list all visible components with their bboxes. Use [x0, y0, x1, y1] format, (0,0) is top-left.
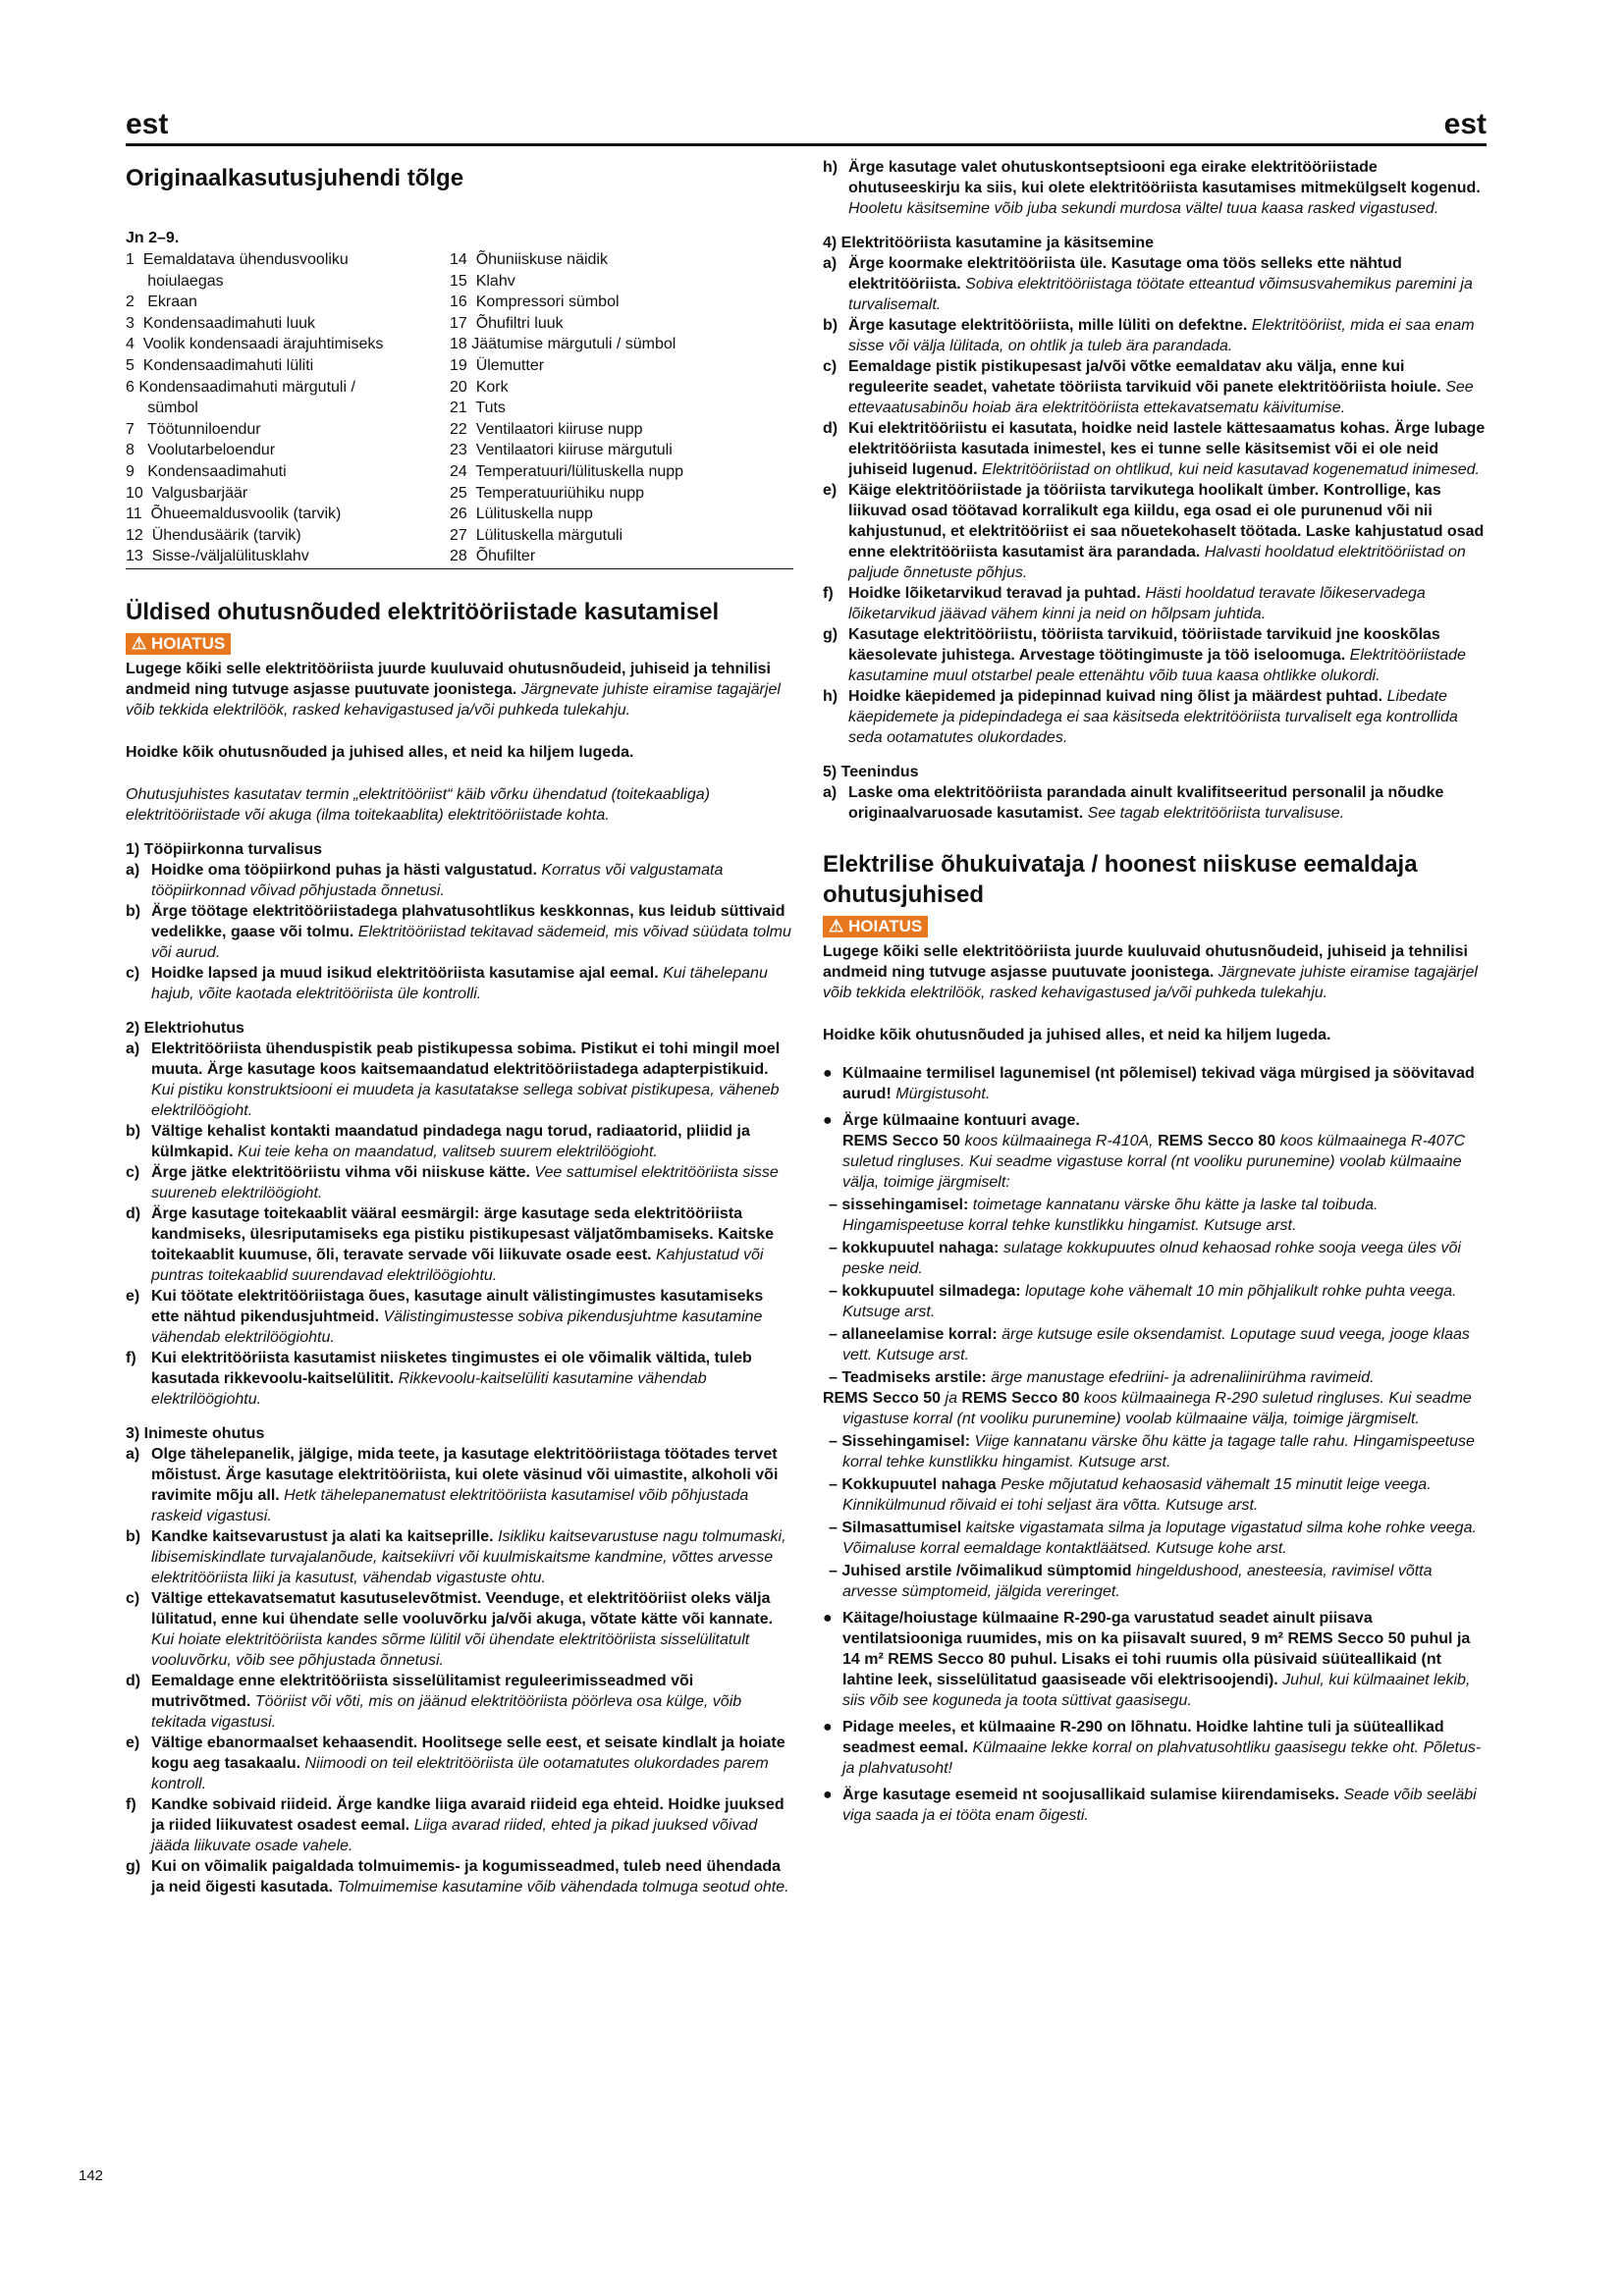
left-column: [126, 157, 793, 1897]
legend-row: 12 Ühendusäärik (tarvik): [126, 526, 301, 544]
bullet-item: ● Käitage/hoiustage külmaaine R-290-ga varustatud seadet ainult piisava ventilatsiooniga ruumides, mis on ka piisavalt suured, 9 m² REMS Secco 50 puhul ja 14 m² REMS Secco 80 puhul. Lisaks ei tohi ruumis olla püsivaid süüteallikaid (nt lahtine leek, sisselülitatud gaasiseade või elektrisoojendi). Juhul, kui külmaainet lekib, siis võib see koguneda ja toota süttivat gaasisegu.: [823, 1610, 1471, 1709]
legend-row: 23 Ventilaatori kiiruse märgutuli: [450, 442, 673, 459]
keep-instructions: Hoidke kõik ohutusnõuded ja juhised alles, et neid ka hiljem lugeda.: [126, 743, 634, 761]
legend-row: hoiulaegas: [126, 272, 224, 290]
legend-row: 4 Voolik kondensaadi ärajuhtimiseks: [126, 336, 384, 353]
list-item: b) Ärge kasutage elektritööriista, mille lüliti on defektne. Elektritööriist, mida ei saa enam sisse või välja lülitada, on ohtlik ja tuleb ära parandada.: [823, 317, 1475, 354]
dash-item: – Sissehingamisel: Viige kannatanu värske õhu kätte ja tagage talle rahu. Hingamispeetuse korral tehke kunstlikku hingamist. Kutsuge arst.: [829, 1433, 1475, 1470]
dash-item: – Kokkupuutel nahaga Peske mõjutatud kehaosasid vähemalt 15 minutit leige veega. Kinnikülmunud rõivaid ei tohi seljast ära võtta. Kutsuge arst.: [829, 1476, 1432, 1514]
legend-column-1: [126, 249, 450, 567]
dash-item: – sissehingamisel: toimetage kannatanu värske õhu kätte ja laske tal toibuda. Hingamispeetuse korral tehke kunstlikku hingamist. Kutsuge arst.: [829, 1197, 1379, 1234]
legend-row: 15 Klahv: [450, 272, 515, 290]
list-item: f) Kui elektritööriista kasutamist niisketes tingimustes ei ole võimalik vältida, tuleb kasutada rikkevoolu-kaitselülitit. Rikkevoolu-kaitselüliti kasutamine vähendab elektrilöögiohtu.: [126, 1349, 752, 1408]
list-item: a) Olge tähelepanelik, jälgige, mida teete, ja kasutage elektritööriistaga töötades tervet mõistust. Ärge kasutage elektritööriista, kui olete väsinud või uimastite, alkoholi või ravimite mõju all. Hetk tähelepanematust elektritööriista kasutamisel võib põhjustada raskeid vigastusi.: [126, 1445, 779, 1524]
section-title-dehumidifier-safety: Elektrilise õhukuivataja / hoonest niiskuse eemaldaja ohutusjuhised: [823, 851, 1418, 908]
list-item: c) Hoidke lapsed ja muud isikud elektritööriista kasutamise ajal eemal. Kui tähelepanu hajub, võite kaotada elektritööriista üle kontrolli.: [126, 964, 768, 1002]
warning-badge: ⚠ HOIATUS: [126, 633, 231, 655]
dash-item: – kokkupuutel silmadega: loputage kohe vähemalt 10 min põhjalikult rohke puhta veega. Kutsuge arst.: [829, 1283, 1457, 1320]
bullet-item: ● Pidage meeles, et külmaaine R-290 on lõhnatu. Hoidke lahtine tuli ja süüteallikad seadmest eemal. Külmaaine lekke korral on plahvatusohtliku gaasisegu tekke oht. Põletus- ja plahvatusoht!: [823, 1719, 1482, 1777]
legend-row: 6 Kondensaadimahuti märgutuli /: [126, 378, 355, 396]
legend-row: 18 Jäätumise märgutuli / sümbol: [450, 336, 677, 353]
legend-row: 28 Õhufilter: [450, 548, 536, 565]
list-item: d) Eemaldage enne elektritööriista sisselülitamist reguleerimisseadmed või mutrivõtmed. Tööriist või võti, mis on jäänud elektritööriista pöörleva osa külge, võib tekitada vigastusi.: [126, 1672, 742, 1731]
header-rule: [126, 143, 1487, 146]
legend-row: 17 Õhufiltri luuk: [450, 314, 564, 332]
list-item: g) Kui on võimalik paigaldada tolmuimemis- ja kogumisseadmed, tuleb need ühendada ja neid õigesti kasutada. Tolmuimemise kasutamine võib vähendada tolmuga seotud ohte.: [126, 1857, 789, 1896]
list-item: c) Eemaldage pistik pistikupesast ja/või võtke eemaldatav aku välja, enne kui reguleerite seadet, vahetate tööriista tarvikuid või panete elektritööriista hoiule. See ettevaatusabinõu hoiab ära elektritööriista ettekavatsematu käivitumise.: [823, 358, 1474, 416]
bullet-item: ● Ärge kasutage esemeid nt soojusallikaid sulamise kiirendamiseks. Seade võib seeläbi viga saada ja ei tööta enam õigesti.: [823, 1787, 1477, 1824]
section-title-general-safety: Üldised ohutusnõuded elektritööriistade kasutamisel: [126, 598, 720, 625]
bullet-item: ● Ärge külmaaine kontuuri avage. REMS Secco 50 koos külmaainega R-410A, REMS Secco 80 koos külmaainega R-407C suletud ringluses. Kui seadme vigastuse korral (nt vooliku purunemine) voolab külmaaine välja, toimige järgmiselt:: [823, 1112, 1466, 1191]
subsection-work-area: 1) Tööpiirkonna turvalisus: [126, 840, 323, 858]
legend-row: 7 Töötunniloendur: [126, 420, 261, 438]
warning-consequence: Järgnevate juhiste eiramise tagajärjel võib tekkida elektrilöök, rasked kehavigastused ja/või puhkeda tulekahju.: [126, 680, 781, 719]
legend-row: 5 Kondensaadimahuti lüliti: [126, 356, 314, 374]
legend-row: 27 Lülituskella märgutuli: [450, 526, 623, 544]
list-item: h) Ärge kasutage valet ohutuskontseptsiooni ega eirake elektritööriistade ohutuseeskirju ka siis, kui olete elektritööriista kasutamises mitmekülgselt kogenud. Hooletu käsitsemine võib juba sekundi murdosa vältel tuua kaasa rasked vigastused.: [823, 159, 1481, 217]
legend-row: 10 Valgusbarjäär: [126, 484, 248, 502]
subsection-tool-use: 4) Elektritööriista kasutamine ja käsitsemine: [823, 235, 1155, 251]
list-item: a) Hoidke oma tööpiirkond puhas ja hästi valgustatud. Korratus või valgustamata tööpiirkonnad võivad põhjustada õnnetusi.: [126, 861, 724, 899]
page-title: Originaalkasutusjuhendi tõlge: [126, 165, 464, 191]
list-item: e) Käige elektritööriistade ja tööriista tarvikutega hoolikalt ümber. Kontrollige, kas liikuvad osad töötavad korralikult ega kiildu, ega osad ei ole purunenud või nii kahjustunud, et elektritööriist ei saa nõuetekohaselt töötada. Laske kahjustatud osad enne elektritööriista kasutamist ära parandada. Halvasti hooldatud elektritööriistad on paljude õnnetuste põhjus.: [823, 482, 1485, 581]
list-item: g) Kasutage elektritööriistu, tööriista tarvikuid, tööriistade tarvikuid jne kooskõlas käesolevate juhistega. Arvestage töötingimuste ja töö iseloomuga. Elektritööriistade kasutamine muul otstarbel peale ettenähtu võib tuua kaasa ohtlikke olukordi.: [823, 626, 1466, 684]
list-item: d) Kui elektritööriistu ei kasutata, hoidke neid lastele kättesaamatus kohas. Ärge lubage elektritööriista kasutada inimestel, kes ei tunne selle käsitsemist või ei ole neid juhiseid lugenud. Elektritööriistad on ohtlikud, kui neid kasutavad kogenematud inimesed.: [823, 420, 1486, 478]
header-language-right: est: [1443, 108, 1487, 140]
page-number: 142: [79, 2167, 104, 2184]
list-item: b) Ärge töötage elektritööriistadega plahvatusohtlikus keskkonnas, kus leidub süttivaid vedelikke, gaase või tolmu. Elektritööriistad tekitavad sädemeid, mis võivad süüdata tolmu või aurud.: [126, 902, 791, 961]
list-item: a) Laske oma elektritööriista parandada ainult kvalifitseeritud personalil ja nõudke originaalvaruosade kasutamist. See tagab elektritööriista turvalisuse.: [823, 784, 1444, 822]
legend-row: 9 Kondensaadimahuti: [126, 462, 287, 480]
legend-row: 20 Kork: [450, 378, 509, 396]
list-item: c) Vältige ettekavatsematut kasutuselevõtmist. Veenduge, et elektritööriist oleks välja lülitatud, enne kui ühendate selle vooluvõrku ja/või akuga, võtate kätte või kannate. Kui hoiate elektritööriista kandes sõrme lülitil või ühendate elektritööriista sisselülitatult vooluvõrku, võib see põhjustada õnnetusi.: [126, 1589, 774, 1669]
parts-legend: [126, 249, 793, 569]
warning-badge: ⚠ HOIATUS: [823, 916, 928, 937]
dash-item: – allaneelamise korral: ärge kutsuge esile oksendamist. Loputage suud veega, jooge klaas vett. Kutsuge arst.: [829, 1326, 1470, 1363]
warning-text: Lugege kõiki selle elektritööriista juurde kuuluvaid ohutusnõudeid, juhiseid ja tehnilisi andmeid ning tutvuge asjasse puutuvate joonistega.: [126, 660, 771, 698]
warning-consequence: Järgnevate juhiste eiramise tagajärjel võib tekkida elektrilöök, rasked kehavigastused ja/või puhkeda tulekahju.: [823, 964, 1478, 1001]
term-definition: Ohutusjuhistes kasutatav termin „elektritööriist“ käib võrku ühendatud (toitekaabliga) elektritööriistade või akuga (ilma toitekaablita) elektritööriistade kohta.: [126, 785, 710, 824]
list-item: d) Ärge kasutage toitekaablit vääral eesmärgil: ärge kasutage seda elektritööriista kandmiseks, ülesriputamiseks ega pistiku pistikupesast väljatõmbamiseks. Kaitske toitekaablit kuumuse, õli, teravate servade või liikuvate osade eest. Kahjustatud või puntras toitekaablid suurendavad elektrilöögiohtu.: [126, 1204, 775, 1284]
legend-row: 8 Voolutarbeloendur: [126, 442, 276, 459]
bullet-item: ● Külmaaine termilisel lagunemisel (nt põlemisel) tekivad väga mürgised ja söövitavad aurud! Mürgistusoht.: [823, 1065, 1475, 1102]
dash-item: – Juhised arstile /võimalikud sümptomid hingeldushood, anesteesia, ravimisel võtta arvesse sümptomeid, jälgida vereringet.: [829, 1563, 1433, 1600]
warning-text: Lugege kõiki selle elektritööriista juurde kuuluvaid ohutusnõudeid, juhiseid ja tehnilisi andmeid ning tutvuge asjasse puutuvate joonistega.: [823, 943, 1468, 981]
right-column: [823, 157, 1487, 1826]
legend-row: 24 Temperatuuri/lülituskella nupp: [450, 462, 684, 480]
legend-row: 16 Kompressori sümbol: [450, 294, 620, 311]
list-item: e) Vältige ebanormaalset kehaasendit. Hoolitsege selle eest, et seisate kindlalt ja hoiate kogu aeg tasakaalu. Niimoodi on teil elektritööriista üle ootamatutes olukordades parem kontroll.: [126, 1734, 785, 1792]
legend-row: 25 Temperatuuriühiku nupp: [450, 484, 645, 502]
subsection-personal-safety: 3) Inimeste ohutus: [126, 1424, 265, 1442]
list-item: b) Vältige kehalist kontakti maandatud pindadega nagu torud, radiaatorid, pliidid ja külmkapid. Kui teie keha on maandatud, valitseb suurem elektrilöögioht.: [126, 1122, 750, 1160]
legend-row: 21 Tuts: [450, 400, 506, 417]
legend-row: 14 Õhuniiskuse näidik: [450, 251, 608, 268]
legend-row: 19 Ülemutter: [450, 356, 545, 374]
list-item: c) Ärge jätke elektritööriistu vihma või niiskuse kätte. Vee sattumisel elektritööriista sisse suureneb elektrilöögioht.: [126, 1163, 779, 1201]
figure-reference: Jn 2–9.: [126, 230, 180, 246]
list-item: a) Elektritööriista ühenduspistik peab pistikupessa sobima. Pistikut ei tohi mingil moel muuta. Ärge kasutage koos kaitsemaandatud elektritööriistadega adapterpistikuid. Kui pistiku konstruktsiooni ei muudeta ja kasutatakse sellega sobivat pistikupesa, väheneb elektrilöögioht.: [126, 1040, 781, 1119]
refrigerant-r290-note: REMS Secco 50 ja REMS Secco 80 koos külmaainega R-290 suletud ringluses. Kui seadme vigastuse korral (nt vooliku purunemine) voolab külmaaine välja, toimige järgmiselt.: [823, 1390, 1472, 1427]
legend-row: 2 Ekraan: [126, 294, 197, 311]
dash-item: – Silmasattumisel kaitske vigastamata silma ja loputage vigastatud silma kohe rohke veega. Võimaluse korral eemaldage kontaktläätsed. Kutsuge kohe arst.: [829, 1520, 1477, 1557]
list-item: h) Hoidke käepidemed ja pidepinnad kuivad ning õlist ja määrdest puhtad. Libedate käepidemete ja pidepindadega ei saa käsitseda elektritööriista turvaliselt ega kontrollida seda ootamatutes olukordades.: [823, 688, 1458, 746]
subsection-electrical: 2) Elektriohutus: [126, 1019, 244, 1037]
list-item: f) Hoidke lõiketarvikud teravad ja puhtad. Hästi hooldatud teravate lõikeservadega lõiketarvikud jäävad vähem kinni ja neid on hõlpsam juhtida.: [823, 585, 1426, 622]
subsection-service: 5) Teenindus: [823, 764, 919, 780]
legend-row: 3 Kondensaadimahuti luuk: [126, 314, 316, 332]
legend-row: 26 Lülituskella nupp: [450, 506, 593, 523]
list-item: e) Kui töötate elektritööriistaga õues, kasutage ainult välistingimustes kasutamiseks ette nähtud pikendusjuhtmeid. Välistingimustesse sobiva pikendusjuhtme kasutamine vähendab elektrilöögiohtu.: [126, 1287, 764, 1346]
legend-row: 1 Eemaldatava ühendusvooliku: [126, 251, 349, 268]
legend-column-2: [450, 249, 793, 567]
header-language-left: est: [126, 108, 169, 140]
keep-instructions: Hoidke kõik ohutusnõuded ja juhised alles, et neid ka hiljem lugeda.: [823, 1027, 1331, 1043]
legend-row: 22 Ventilaatori kiiruse nupp: [450, 420, 643, 438]
dash-item: – Teadmiseks arstile: ärge manustage efedriini- ja adrenaliinirühma ravimeid.: [829, 1369, 1375, 1386]
legend-row: 11 Õhueemaldusvoolik (tarvik): [126, 506, 342, 523]
list-item: a) Ärge koormake elektritööriista üle. Kasutage oma töös selleks ette nähtud elektritööriista. Sobiva elektritööriistaga töötate etteantud võimsusvahemikus paremini ja turvalisemalt.: [823, 255, 1473, 313]
list-item: b) Kandke kaitsevarustust ja alati ka kaitseprille. Isikliku kaitsevarustuse nagu tolmumaski, libisemiskindlate turvajalanõude, kaitsekiivri või kuulmiskaitsme kandmine, võttes arvesse elektritööriista liiki ja kasutust, vähendab vigastuste ohtu.: [126, 1527, 786, 1586]
legend-row: sümbol: [126, 400, 198, 417]
list-item: f) Kandke sobivaid riideid. Ärge kandke liiga avaraid riideid ega ehteid. Hoidke juuksed ja riided liikuvatest osadest eemal. Liiga avarad riided, ehted ja pikad juuksed võivad jääda liikuvate osade vahele.: [126, 1795, 785, 1854]
dash-item: – kokkupuutel nahaga: sulatage kokkupuutes olnud kehaosad rohke sooja veega üles või peske neid.: [829, 1240, 1461, 1277]
legend-row: 13 Sisse-/väljalülitusklahv: [126, 548, 309, 565]
